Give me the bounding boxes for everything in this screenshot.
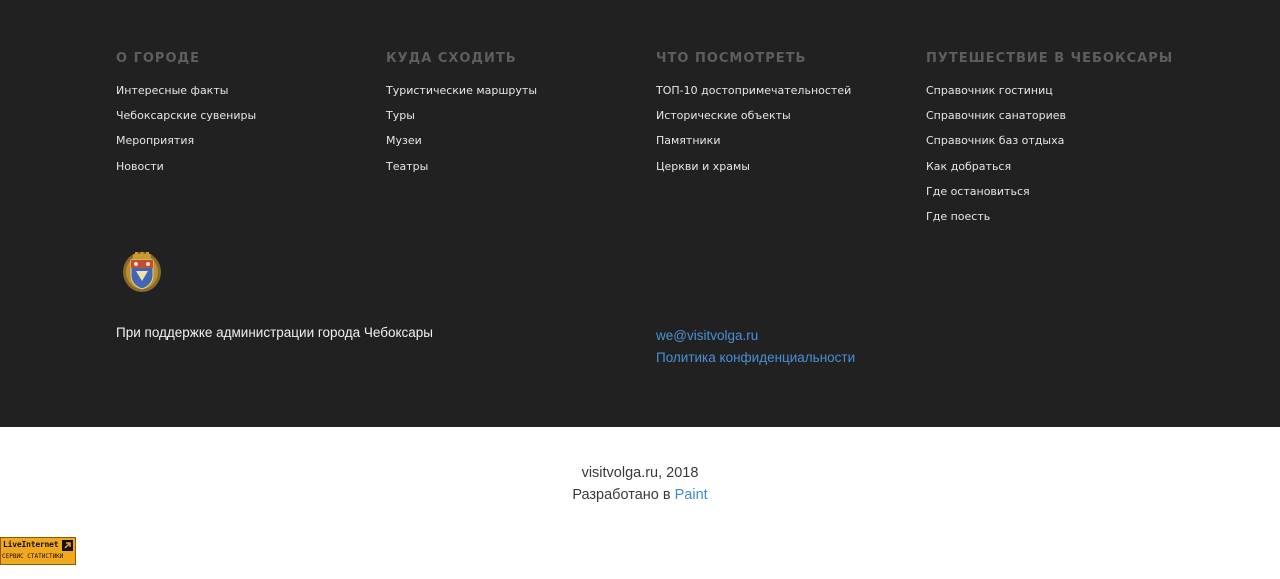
footer-link-sanatoriums[interactable]: Справочник санаториев xyxy=(926,109,1067,123)
footer-link-hotels[interactable]: Справочник гостиниц xyxy=(926,84,1053,97)
footer-column-travel xyxy=(926,51,1173,232)
support-text: При поддержке администрации города Чебоксары xyxy=(116,325,433,340)
developed-by xyxy=(0,484,1280,506)
footer-link-news[interactable]: Новости xyxy=(116,159,164,173)
column-links xyxy=(386,81,537,182)
developer-link[interactable]: Paint xyxy=(674,487,708,503)
footer-link-where-to-eat[interactable]: Где поесть xyxy=(926,209,991,223)
footer-link-monuments[interactable]: Памятники xyxy=(656,134,721,148)
footer-link-historical-objects[interactable]: Исторические объекты xyxy=(656,109,791,123)
footer-link-where-to-stay[interactable]: Где остановиться xyxy=(926,184,1030,198)
copyright-text: visitvolga.ru, 2018 xyxy=(581,465,699,481)
footer-column-what-to-see xyxy=(656,51,851,182)
footer-link-souvenirs[interactable]: Чебоксарские сувениры xyxy=(116,109,257,123)
footer-link-events[interactable]: Мероприятия xyxy=(116,134,195,148)
copyright-block xyxy=(0,462,1280,506)
column-links xyxy=(926,81,1173,232)
arrow-up-right-icon xyxy=(62,540,73,551)
footer-link-tours[interactable]: Туры xyxy=(386,109,415,123)
counter-title: LiveInternet xyxy=(3,540,59,549)
footer-link-churches[interactable]: Церкви и храмы xyxy=(656,159,750,173)
column-links xyxy=(656,81,851,182)
privacy-policy-link[interactable]: Политика конфиденциальности xyxy=(656,350,856,365)
column-title: ЧТО ПОСМОТРЕТЬ xyxy=(656,51,807,66)
coat-of-arms-icon xyxy=(122,251,162,293)
footer-link-recreation-bases[interactable]: Справочник баз отдыха xyxy=(926,134,1065,148)
developed-prefix: Разработано в xyxy=(572,487,671,503)
column-links xyxy=(116,81,256,182)
footer-link-tourist-routes[interactable]: Туристические маршруты xyxy=(386,84,538,97)
column-title: О ГОРОДЕ xyxy=(116,51,200,66)
liveinternet-counter[interactable] xyxy=(0,537,76,565)
footer-link-interesting-facts[interactable]: Интересные факты xyxy=(116,84,229,97)
footer-link-how-to-get[interactable]: Как добраться xyxy=(926,159,1012,173)
email-link[interactable]: we@visitvolga.ru xyxy=(656,328,759,343)
counter-subtitle: СЕРВИС СТАТИСТИКИ xyxy=(2,553,64,560)
footer-column-about-city xyxy=(116,51,256,182)
column-title: КУДА СХОДИТЬ xyxy=(386,51,517,66)
footer-link-museums[interactable]: Музеи xyxy=(386,134,422,148)
footer-link-top10[interactable]: ТОП-10 достопримечательностей xyxy=(656,84,852,97)
column-title: ПУТЕШЕСТВИЕ В ЧЕБОКСАРЫ xyxy=(926,51,1174,66)
footer-link-theaters[interactable]: Театры xyxy=(386,159,429,173)
footer-column-where-to-go xyxy=(386,51,537,182)
